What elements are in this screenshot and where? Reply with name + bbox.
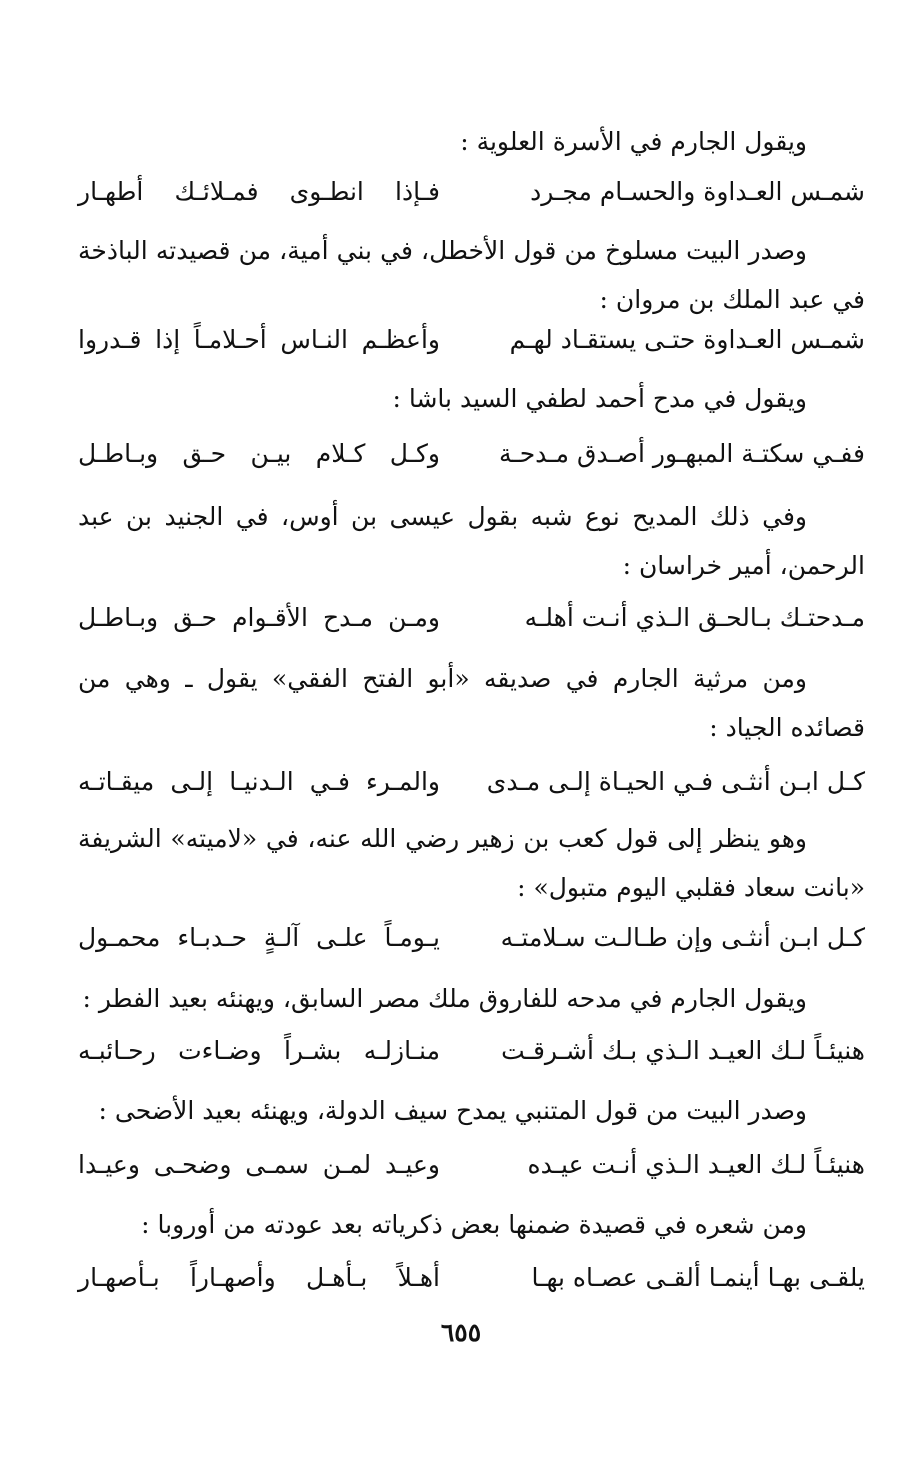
verse-line-1 [78, 172, 865, 212]
paragraph-europe-memories: ومن شعره في قصيدة ضمنها بعض ذكرياته بعد عودته من أوروبا : [141, 1210, 807, 1239]
verse-5-first-hemistich: كـل ابـن أنثـى فـي الحيـاة إلـى مـدى [486, 767, 865, 796]
verse-9-first-hemistich: يلقـى بهـا أينمـا ألقـى عصـاه بهـا [531, 1263, 865, 1292]
verse-line-7 [78, 1031, 865, 1071]
paragraph-kaab-ibn-zuhair-source: وهو ينظر إلى قول كعب بن زهير رضي الله عنه، في «لاميته» الشريفة «بانت سعاد فقلبي اليوم متبول» : [78, 824, 865, 902]
verse-line-9 [78, 1258, 865, 1298]
verse-9-second-hemistich: أهـلاً بـأهـل وأصهـاراً بـأصهـار [78, 1263, 440, 1292]
verse-line-2 [78, 320, 865, 360]
verse-line-8 [78, 1145, 865, 1185]
verse-4-first-hemistich: مـدحتـك بـالحـق الـذي أنـت أهلـه [524, 603, 865, 632]
verse-7-second-hemistich: منـازلـه بشـراً وضـاءت رحـائبـه [78, 1036, 440, 1065]
paragraph-lutfi-sayyid-praise: ويقول في مدح أحمد لطفي السيد باشا : [392, 384, 807, 413]
verse-5-second-hemistich: والمـرء فـي الـدنيـا إلـى ميقـاتـه [78, 767, 440, 796]
verse-7-first-hemistich: هنيئـاً لـك العيـد الـذي بـك أشـرقـت [501, 1036, 865, 1065]
verse-3-first-hemistich: ففـي سكتـة المبهـور أصـدق مـدحـة [498, 439, 865, 468]
verse-line-3 [78, 434, 865, 474]
paragraph-farouk-eid-fitr: ويقول الجارم في مدحه للفاروق ملك مصر السابق، ويهنئه بعيد الفطر : [82, 984, 807, 1013]
verse-line-4 [78, 598, 865, 638]
verse-2-first-hemistich: شمـس العـداوة حتـى يستقـاد لهـم [509, 325, 865, 354]
verse-line-6 [78, 918, 865, 958]
verse-line-5 [78, 762, 865, 802]
verse-1-first-hemistich: شمـس العـداوة والحسـام مجـرد [530, 177, 865, 206]
paragraph-isa-ibn-aws-comparison: وفي ذلك المديح نوع شبه بقول عيسى بن أوس، في الجنيد بن عبد الرحمن، أمير خراسان : [78, 502, 865, 580]
paragraph-intro-alawite-family: ويقول الجارم في الأسرة العلوية : [460, 127, 807, 156]
verse-3-second-hemistich: وكـل كـلام بيـن حـق وبـاطـل [78, 439, 440, 468]
verse-4-second-hemistich: ومـن مـدح الأقـوام حـق وبـاطـل [78, 603, 440, 632]
paragraph-mutanabbi-source: وصدر البيت من قول المتنبي يمدح سيف الدولة، ويهنئه بعيد الأضحى : [98, 1096, 807, 1125]
verse-2-second-hemistich: وأعظـم النـاس أحـلامـاً إذا قـدروا [78, 325, 440, 354]
verse-6-second-hemistich: يـومـاً علـى آلـةٍ حـدبـاء محمـول [78, 923, 440, 952]
verse-8-second-hemistich: وعيـد لمـن سمـى وضحـى وعيـدا [78, 1150, 440, 1179]
paragraph-akhtal-source: وصدر البيت مسلوخ من قول الأخطل، في بني أمية، من قصيدته الباذخة في عبد الملك بن مروان : [78, 236, 865, 314]
paragraph-elegy-abu-alfath: ومن مرثية الجارم في صديقه «أبو الفتح الفقي» يقول ـ وهي من قصائده الجياد : [78, 664, 865, 742]
page-number: ٦٥٥ [440, 1318, 482, 1347]
verse-8-first-hemistich: هنيئـاً لـك العيـد الـذي أنـت عيـده [527, 1150, 865, 1179]
verse-1-second-hemistich: فـإذا انطـوى فمـلائـك أطهـار [78, 177, 440, 206]
verse-6-first-hemistich: كـل ابـن أنثـى وإن طـالـت سـلامتـه [500, 923, 865, 952]
